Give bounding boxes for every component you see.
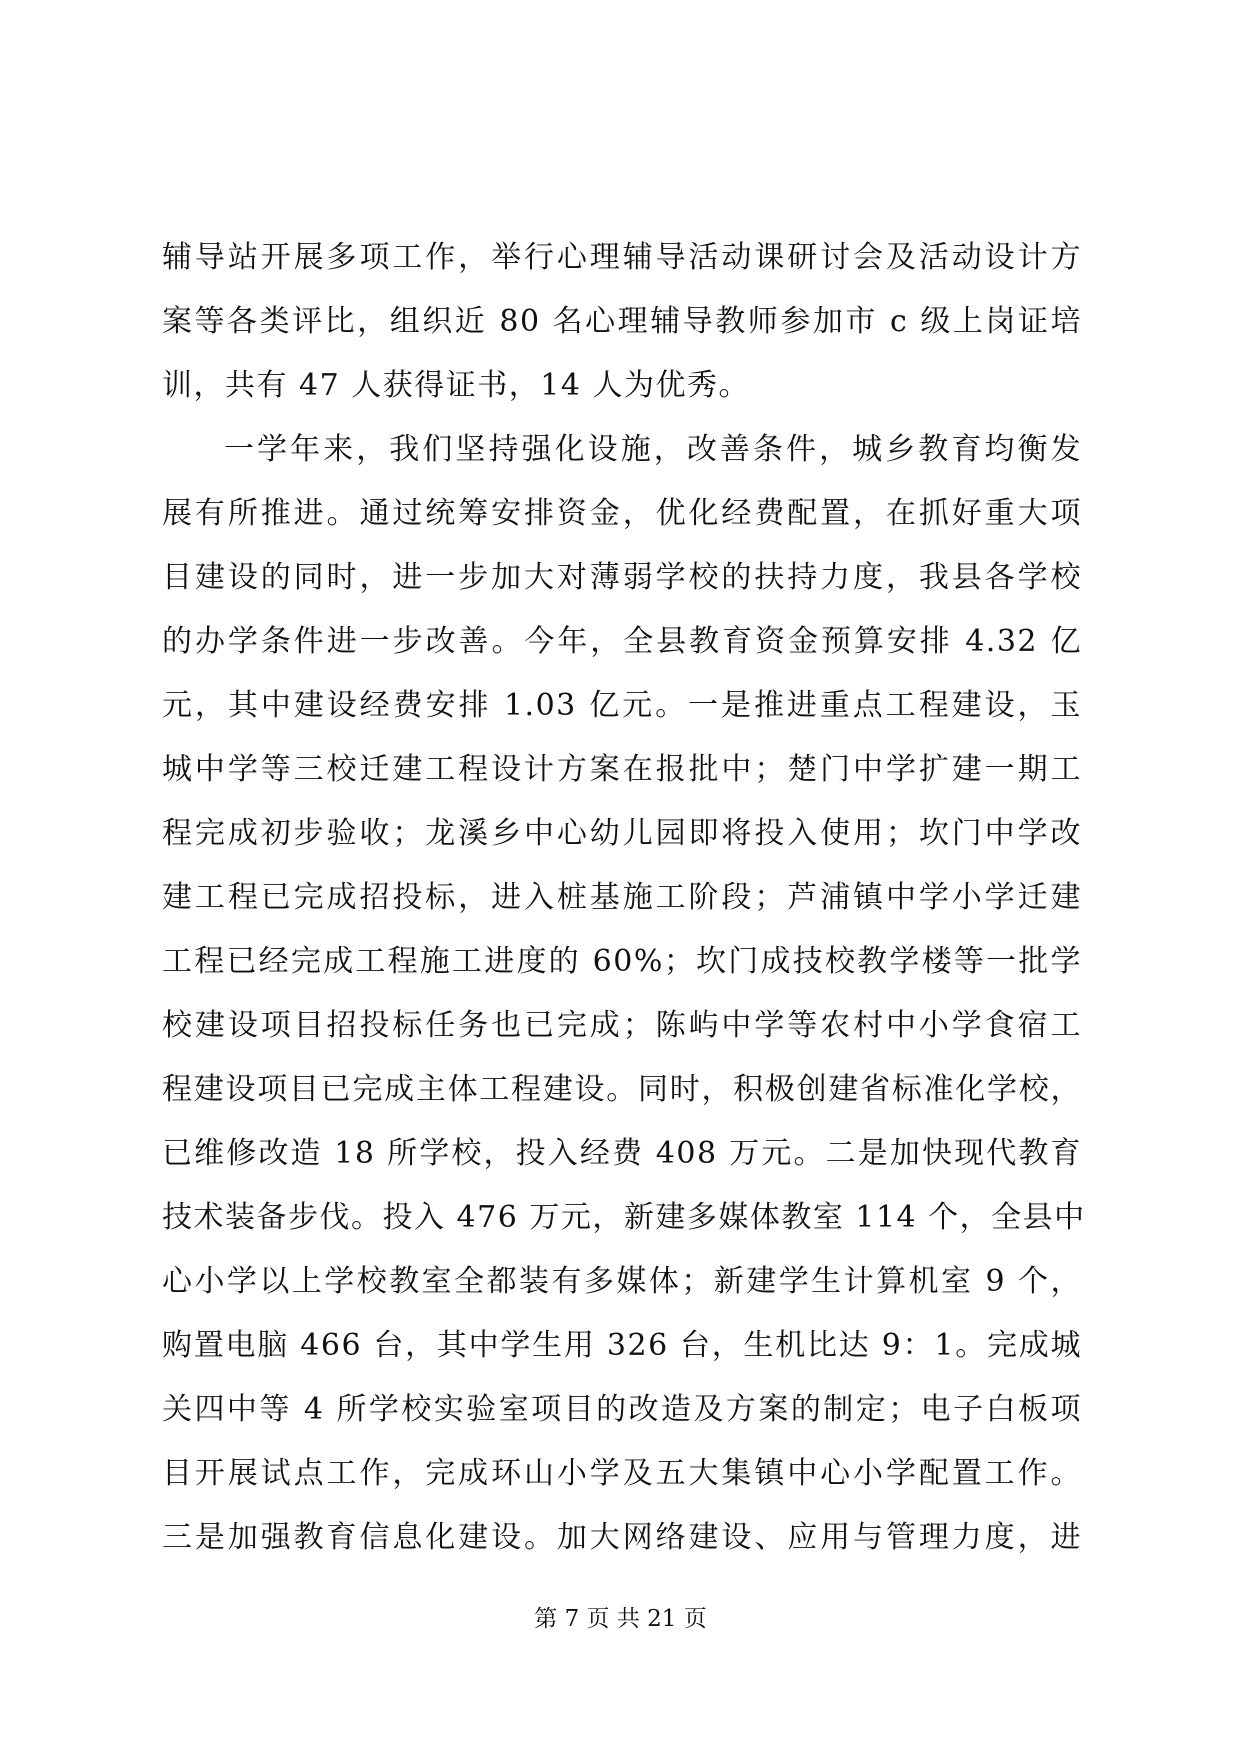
paragraph-line: 目开展试点工作，完成环山小学及五大集镇中心小学配置工作。 (162, 1456, 1082, 1491)
paragraph-line: 的办学条件进一步改善。今年，全县教育资金预算安排 4.32 亿 (162, 624, 1082, 659)
paragraph-line: 元，其中建设经费安排 1.03 亿元。一是推进重点工程建设，玉 (162, 688, 1082, 723)
paragraph-line: 技术装备步伐。投入 476 万元，新建多媒体教室 114 个，全县中 (162, 1200, 1086, 1235)
paragraph-line: 已维修改造 18 所学校，投入经费 408 万元。二是加快现代教育 (162, 1136, 1082, 1171)
paragraph-line: 购置电脑 466 台，其中学生用 326 台，生机比达 9：1。完成城 (162, 1328, 1082, 1363)
page-footer (0, 1604, 1241, 1634)
paragraph-line: 心小学以上学校教室全都装有多媒体；新建学生计算机室 9 个， (162, 1264, 1082, 1299)
paragraph-line: 三是加强教育信息化建设。加大网络建设、应用与管理力度，进 (162, 1520, 1082, 1555)
paragraph-line: 城中学等三校迁建工程设计方案在报批中；楚门中学扩建一期工 (162, 752, 1082, 787)
paragraph-line: 工程已经完成工程施工进度的 60%；坎门成技校教学楼等一批学 (162, 944, 1082, 979)
paragraph-line: 案等各类评比，组织近 80 名心理辅导教师参加市 c 级上岗证培 (162, 304, 1082, 339)
paragraph-line: 一学年来，我们坚持强化设施，改善条件，城乡教育均衡发 (224, 432, 1082, 467)
paragraph-line: 关四中等 4 所学校实验室项目的改造及方案的制定；电子白板项 (162, 1392, 1082, 1427)
paragraph-line: 校建设项目招投标任务也已完成；陈屿中学等农村中小学食宿工 (162, 1008, 1082, 1043)
body-text (162, 226, 1086, 1570)
paragraph-line: 建工程已完成招投标，进入桩基施工阶段；芦浦镇中学小学迁建 (162, 880, 1082, 915)
page-number-label: 第 7 页 共 21 页 (534, 1606, 707, 1632)
paragraph-line: 目建设的同时，进一步加大对薄弱学校的扶持力度，我县各学校 (162, 560, 1082, 595)
paragraph-line: 程完成初步验收；龙溪乡中心幼儿园即将投入使用；坎门中学改 (162, 816, 1082, 851)
paragraph-line: 辅导站开展多项工作，举行心理辅导活动课研讨会及活动设计方 (162, 240, 1082, 275)
paragraph-line: 程建设项目已完成主体工程建设。同时，积极创建省标准化学校， (162, 1072, 1082, 1107)
paragraph-line: 训，共有 47 人获得证书，14 人为优秀。 (162, 368, 750, 403)
paragraph-line: 展有所推进。通过统筹安排资金，优化经费配置，在抓好重大项 (162, 496, 1082, 531)
